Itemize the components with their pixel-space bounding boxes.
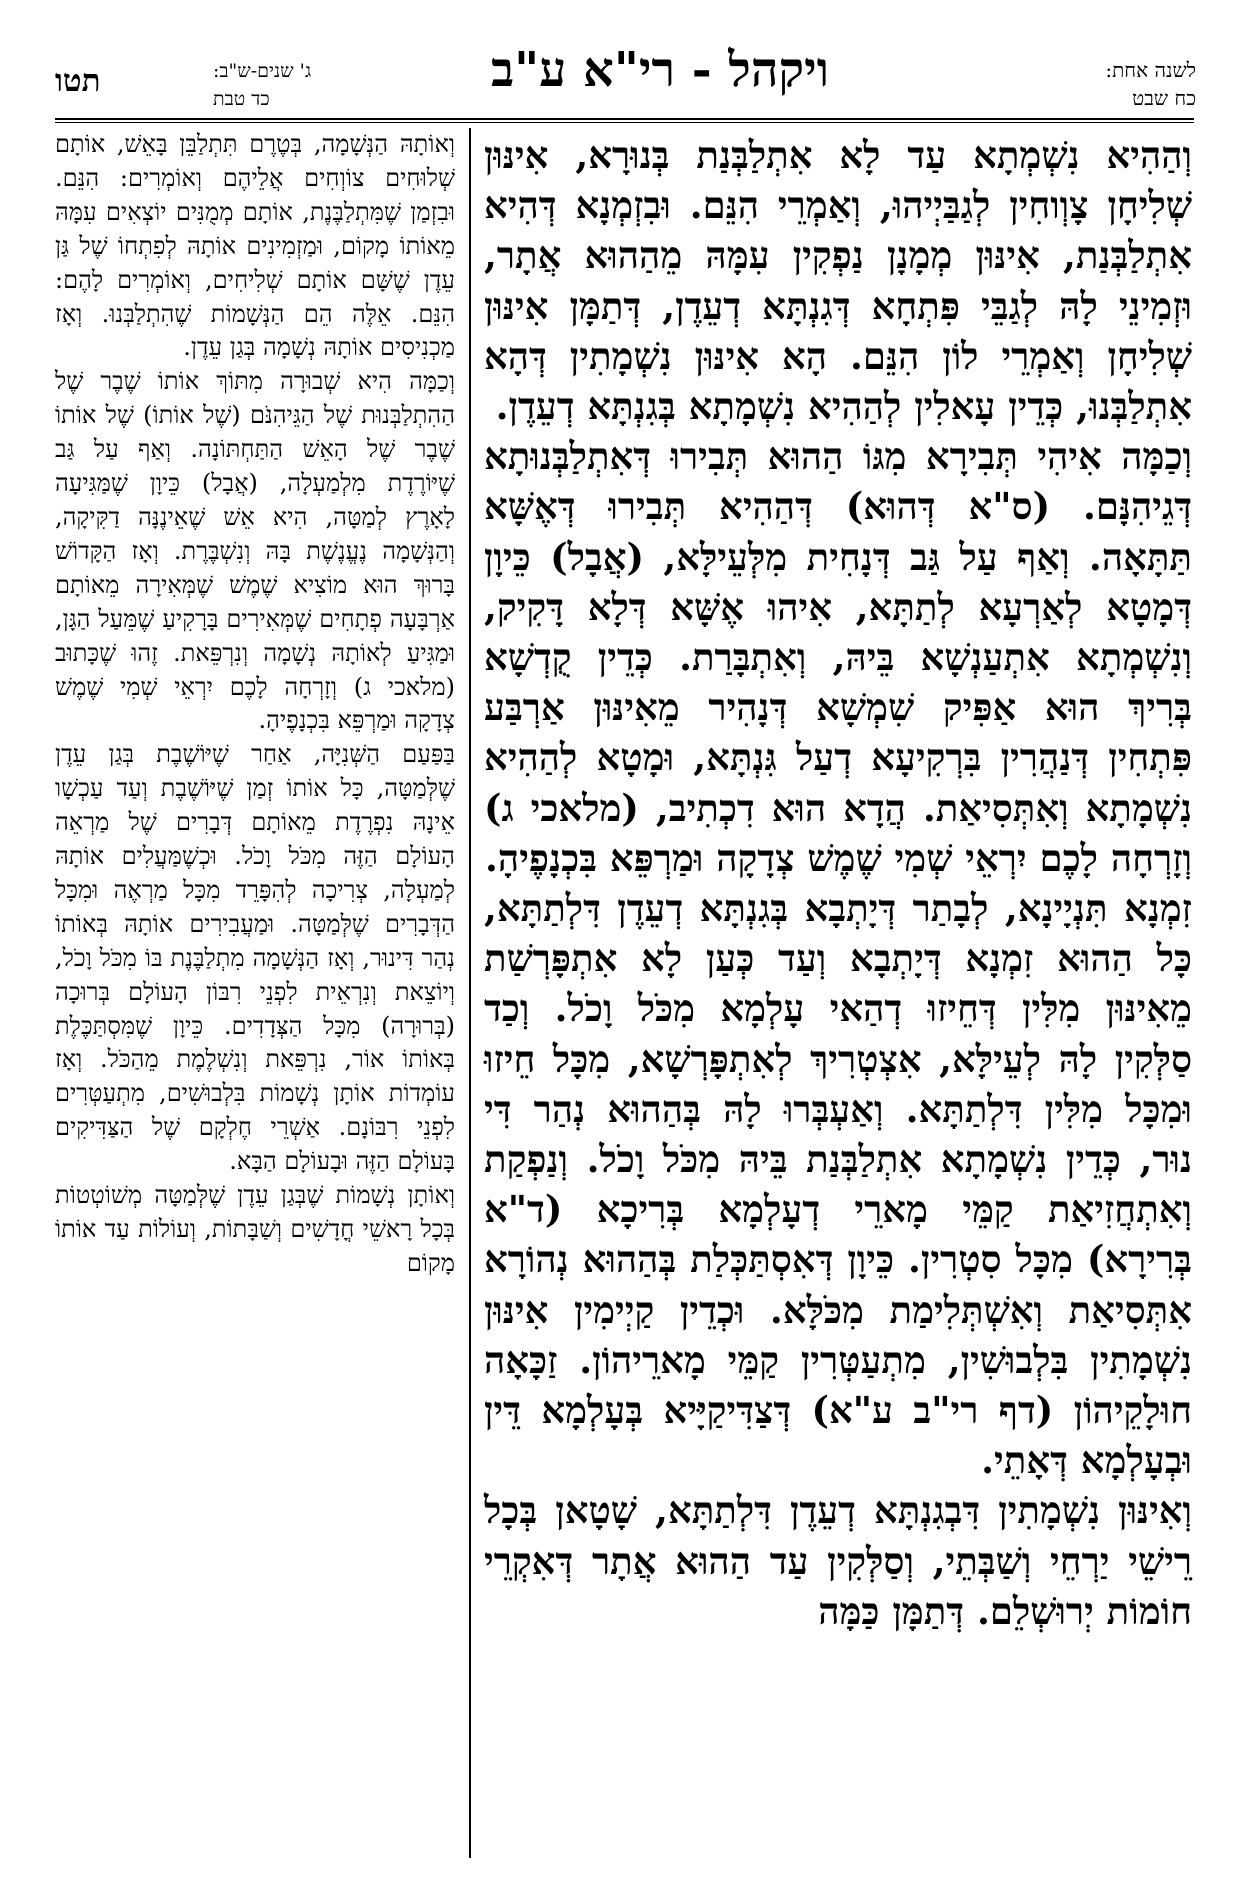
translation-paragraph: וְאוֹתָהּ הַנְּשָׁמָה, בְּטֶרֶם תִּתְלַבֵּן בָּאֵשׁ, אוֹתָם שְׁלוּחִים צוֹוְחִים אֲלֵיהֶם וְאוֹמְרִים: הִנֵּם. וּבִזְמַן שֶׁמִּתְלַבֶּנֶת, אוֹתָם מְמֻנִּים יוֹצְאִים עִמָּהּ מֵאוֹתוֹ מָקוֹם, וּמַזְמִינִים אוֹתָהּ לְפִתְחוֹ שֶׁל גַּן עֵדֶן שֶׁשָּׁם אוֹתָם שְׁלִיחִים, וְאוֹמְרִים לָהֶם: הִנֵּם. אֵלֶּה הֵם הַנְּשָׁמוֹת שֶׁהִתְלַבְּנוּ. וְאָז מַכְנִיסִים אוֹתָהּ נְשָׁמָה בְּגַן עֵדֶן.: [55, 130, 455, 362]
main-paragraph: וְכַמָּה אִיהִי תְּבִירָא מִגּוֹ הַהוּא תְּבִירוּ דְּאִתְלַבְּנוּתָא דְּגֵיהִנָּם. (ס"א דְּהוּא) דְּהַהִיא תְּבִירוּ דְּאֶשָּׁא תַּתָּאָה. וְאַף עַל גַּב דְּנָחִית מִלְּעֵילָּא, (אֲבָל) כֵּיוָן דְּמָטָא לְאַרְעָא לְתַתָּא, אִיהוּ אֶשָּׁא דְּלָא דָּקִיק, וְנִשְׁמְתָא אִתְעַנְשָׁא בֵּיהּ, וְאִתְבָּרַת. כְּדֵין קֻדְשָׁא בְּרִיךְ הוּא אַפִּיק שִׁמְשָׁא דְּנָהִיר מֵאִינּוּן אַרְבַּע פִּתְחִין דְּנַהֲרִין בִּרְקִיעָא דְעַל גִּנְתָּא, וּמָטָא לְהַהִיא נִשְׁמָתָא וְאִתְּסִיאַת. הֲדָא הוּא דִכְתִיב, (מלאכי ג) וְזָרְחָה לָכֶם יִרְאֵי שְׁמִי שֶׁמֶשׁ צְדָקָה וּמַרְפֵּא בִּכְנָפֶיהָ.: [484, 434, 1192, 880]
main-paragraph: וְהַהִיא נִשְׁמְתָא עַד לָא אִתְלַבְּנַת בְּנוּרָא, אִינּוּן שְׁלִיחָן צָוְוחִין לְגַבַּיְיהוּ, וְאַמְרֵי הִנֵּם. וּבִזְמְנָא דְּהִיא אִתְלַבְּנַת, אִינּוּן מְמָנָן נַפְקִין עִמָּהּ מֵהַהוּא אֲתָר, וּזְמִינֵי לָהּ לְגַבֵּי פִּתְחָא דְּגִנְתָּא דְעֵדֶן, דְּתַמָּן אִינּוּן שְׁלִיחָן וְאַמְרֵי לוֹן הִנֵּם. הָא אִינּוּן נִשְׁמָתִין דְּהָא אִתְלַבְּנוּ, כְּדֵין עָאלִין לְהַהִיא נִשְׁמָתָא בְּגִנְתָּא דְעֵדֶן.: [484, 133, 1192, 429]
header-rule-bottom: [55, 122, 1194, 123]
page-number: תטו: [55, 63, 101, 99]
main-paragraph: זִמְנָא תִּנְיָינָא, לְבָתַר דְּיָתְבָא בְּגִנְתָּא דְעֵדֶן דִּלְתַתָּא, כָּל הַהוּא זִמְנָא דְּיָתְבָא וְעַד כְּעַן לָא אִתְפָּרְשַׁת מֵאִינּוּן מִלִּין דְּחֵיזוּ דְהַאי עָלְמָא מִכֹּל וָכֹל. וְכַד סַלְּקִין לָהּ לְעֵילָּא, אִצְטְרִיךְ לְאִתְפָּרְשָׁא, מִכָּל חֵיזוּ וּמִכָּל מִלִּין דִּלְתַתָּא. וְאַעְבְּרוּ לָהּ בְּהַהוּא נְהַר דִּי נוּר, כְּדֵין נִשְׁמָתָא אִתְלַבְּנַת בֵּיהּ מִכֹּל וָכֹל. וְנַפְקַת וְאִתְחֲזִיאַת קַמֵּי מָארֵי דְעָלְמָא בְּרִיכָא (ד"א בְּרִירָא) מִכָּל סִטְרִין. כֵּיוָן דְּאִסְתַּכְּלַת בְּהַהוּא נְהוֹרָא אִתְּסִיאַת וְאִשְׁתְּלִימַת מִכֹּלָּא. וּכְדֵין קַיְימִין אִינּוּן נִשְׁמָתִין בִּלְבוּשִׁין, מִתְעַטְּרִין קַמֵּי מָארֵיהוֹן. זַכָּאָה חוּלָקֵיהוֹן (דף רי"ב ע"א) דְּצַדִּיקַיָּיא בְּעָלְמָא דֵּין וּבְעָלְמָא דְּאָתֵי.: [484, 886, 1192, 1483]
schedule-three-years-label: ג' שנים-ש"ב:: [213, 60, 312, 82]
translation-paragraph: וְכַמָּה הִיא שְׁבוּרָה מִתּוֹךְ אוֹתוֹ שֶׁבֶר שֶׁל הַהִתְלַבְּנוּת שֶׁל הַגֵּיהִנֹּם (שֶׁל אוֹתוֹ) שֶׁל אוֹתוֹ שֶׁבֶר שֶׁל הָאֵשׁ הַתַּחְתּוֹנָה. וְאַף עַל גַּב שֶׁיּוֹרֶדֶת מִלְמַעְלָה, (אֲבָל) כֵּיוָן שֶׁמַּגִּיעָה לָאָרֶץ לְמַטָּה, הִיא אֵשׁ שֶׁאֵינֶנָּה דַקִּיקָה, וְהַנְּשָׁמָה נֶעֱנֶשֶׁת בָּהּ וְנִשְׁבֶּרֶת. וְאָז הַקָּדוֹשׁ בָּרוּךְ הוּא מוֹצִיא שֶׁמֶשׁ שֶׁמְּאִירָה מֵאוֹתָם אַרְבָּעָה פְתָחִים שֶׁמְּאִירִים בָּרָקִיעַ שֶׁמֵּעַל הַגָּן, וּמַגִּיעַ לְאוֹתָהּ נְשָׁמָה וְנִרְפֵּאת. זֶהוּ שֶׁכָּתוּב (מלאכי ג) וְזָרְחָה לָכֶם יִרְאֵי שְׁמִי שֶׁמֶשׁ צְדָקָה וּמַרְפֵּא בִּכְנָפֶיהָ.: [55, 367, 455, 735]
schedule-one-year-date: כח שבט: [1132, 86, 1196, 110]
header-rule-top: [55, 118, 1194, 120]
main-paragraph: וְאִינּוּן נִשְׁמָתִין דִּבְגִנְתָּא דְעֵדֶן דִּלְתַתָּא, שָׁטָאן בְּכָל רֵישֵׁי יַרְחֵי וְשַׁבְּתֵי, וְסַלְּקִין עַד הַהוּא אֲתָר דְּאִקְרֵי חוֹמוֹת יְרוּשְׁלֵם. דְּתַמָּן כַּמָּה: [484, 1488, 1192, 1633]
translation-paragraph: בַּפַּעַם הַשְּׁנִיָּה, אַחַר שֶׁיּוֹשֶׁבֶת בְּגַן עֵדֶן שֶׁלְּמַטָּה, כָּל אוֹתוֹ זְמַן שֶׁיּוֹשֶׁבֶת וְעַד עַכְשָׁו אֵינָהּ נִפְרֶדֶת מֵאוֹתָם דְּבָרִים שֶׁל מַרְאֵה הָעוֹלָם הַזֶּה מִכֹּל וָכֹל. וּכְשֶׁמַּעֲלִים אוֹתָהּ לְמַעְלָה, צְרִיכָה לְהִפָּרֵד מִכָּל מַרְאֶה וּמִכָּל הַדְּבָרִים שֶׁלְּמַטָּה. וּמַעֲבִירִים אוֹתָהּ בְּאוֹתוֹ נְהַר דִּינוּר, וְאָז הַנְּשָׁמָה מִתְלַבֶּנֶת בּוֹ מִכֹּל וָכֹל, וְיוֹצֵאת וְנִרְאֵית לִפְנֵי רִבּוֹן הָעוֹלָם בְּרוּכָה (בְּרוּרָה) מִכָּל הַצְּדָדִים. כֵּיוָן שֶׁמִּסְתַּכֶּלֶת בְּאוֹתוֹ אוֹר, נִרְפֵּאת וְנִשְׁלֶמֶת מֵהַכֹּל. וְאָז עוֹמְדוֹת אוֹתָן נְשָׁמוֹת בִּלְבוּשִׁים, מִתְעַטְּרִים לִפְנֵי רִבּוֹנָם. אַשְׁרֵי חֶלְקָם שֶׁל הַצַּדִּיקִים בָּעוֹלָם הַזֶּה וּבָעוֹלָם הַבָּא.: [55, 740, 455, 1176]
translation-paragraph: וְאוֹתָן נְשָׁמוֹת שֶׁבְּגַן עֵדֶן שֶׁלְּמַטָּה מְשׁוֹטְטוֹת בְּכָל רָאשֵׁי חֳדָשִׁים וְשַׁבָּתוֹת, וְעוֹלוֹת עַד אוֹתוֹ מָקוֹם: [55, 1181, 455, 1277]
column-divider: [469, 128, 471, 1858]
schedule-three-years-date: כד טבת: [213, 88, 270, 110]
page-title: ויקהל - רי"א ע"ב: [491, 42, 829, 98]
schedule-one-year-label: לשנה אחת:: [1105, 58, 1196, 82]
main-column: [484, 130, 1192, 1636]
translation-column: [55, 128, 455, 1281]
